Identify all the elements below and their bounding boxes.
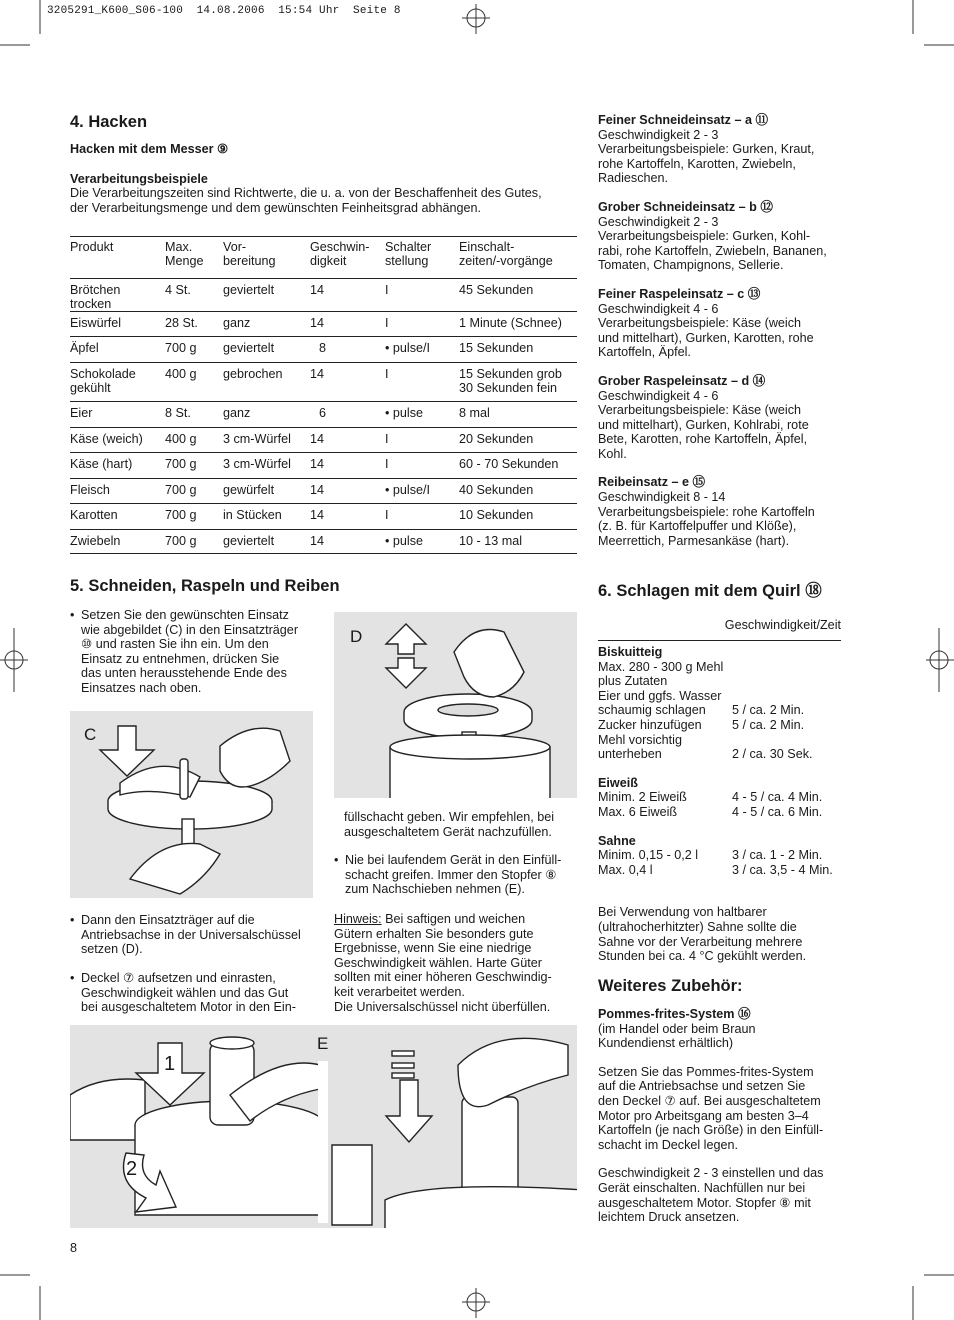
group-title: Biskuitteig bbox=[598, 645, 663, 659]
table-cell: gewürfelt bbox=[223, 482, 275, 497]
column-header: Vor- bereitung bbox=[223, 240, 276, 269]
table-cell: 700 g bbox=[165, 533, 197, 548]
bullet-lid bbox=[70, 971, 320, 1015]
table-cell: • pulse/I bbox=[385, 482, 431, 497]
table-cell: Äpfel bbox=[70, 341, 99, 356]
table-cell: Käse (weich) bbox=[70, 431, 143, 446]
table-cell: geviertelt bbox=[223, 533, 275, 548]
row-value: 4 - 5 / ca. 4 Min. bbox=[732, 790, 823, 805]
table-cell: 10 - 13 mal bbox=[459, 533, 522, 548]
row-label: Max. 280 - 300 g Mehl bbox=[598, 659, 724, 674]
table-row bbox=[70, 530, 577, 554]
print-header: 3205291_K600_S06-100 14.08.2006 15:54 Uhr Seite 8 bbox=[47, 5, 401, 17]
table-cell: • pulse bbox=[385, 533, 424, 548]
table-cell: 1 Minute (Schnee) bbox=[459, 315, 562, 330]
figure-label: E bbox=[317, 1034, 329, 1053]
bowl-illustration bbox=[334, 612, 577, 798]
row-value: 5 / ca. 2 Min. bbox=[732, 717, 805, 732]
table-cell: I bbox=[385, 508, 389, 523]
table-cell: 8 bbox=[319, 341, 327, 356]
bullet-carrier bbox=[70, 913, 320, 957]
column-header: Max. Menge bbox=[165, 240, 204, 269]
table-cell: 15 Sekunden bbox=[459, 341, 534, 356]
table-cell: • pulse/I bbox=[385, 341, 431, 356]
table-cell: 6 bbox=[319, 406, 327, 421]
table-cell: I bbox=[385, 457, 389, 472]
table-cell: Brötchen trocken bbox=[70, 282, 121, 311]
figure-label: D bbox=[350, 627, 363, 646]
bullet-text: Setzen Sie den gewünschten Einsatz wie abgebildet (C) in den Einsatzträger ⑩ und rasten Sie ihn ein. Um den Einsatz zu entnehmen, drücken Sie das unten herausstehende Ende des Einsatzes nach oben. bbox=[81, 608, 299, 695]
table-cell: 3 cm-Würfel bbox=[223, 431, 291, 446]
table-separator bbox=[70, 554, 577, 555]
accessory-availability: (im Handel oder beim Braun Kundendienst erhältlich) bbox=[598, 1021, 756, 1051]
whisk-table bbox=[598, 645, 848, 964]
table-cell: 14 bbox=[310, 533, 325, 548]
continued-text: füllschacht geben. Wir empfehlen, bei ausgeschaltetem Gerät nachzufüllen. bbox=[344, 810, 555, 839]
table-row bbox=[70, 402, 577, 427]
table-row bbox=[598, 674, 848, 689]
row-label: plus Zutaten bbox=[598, 674, 668, 689]
bullet-dot: • bbox=[70, 971, 75, 985]
insert-title: Feiner Raspeleinsatz – c ⑬ bbox=[598, 286, 761, 301]
table-cell: 8 St. bbox=[165, 406, 191, 421]
row-label: unterheben bbox=[598, 747, 662, 762]
table-row bbox=[70, 279, 577, 312]
table-cell: I bbox=[385, 282, 389, 297]
insert-text: Geschwindigkeit 4 - 6 Verarbeitungsbeispiele: Käse (weich und mittelhart), Gurken, Karotten, rohe Kartoffeln, Äpfel. bbox=[598, 301, 814, 360]
table-row bbox=[598, 689, 848, 704]
table-cell: 700 g bbox=[165, 341, 197, 356]
examples-intro: Die Verarbeitungszeiten sind Richtwerte, die u. a. von der Beschaffenheit des Gutes, der Verarbeitungsmenge und dem gewünschten Feinheitsgrad abhängen. bbox=[70, 186, 542, 215]
figure-c bbox=[70, 711, 313, 898]
table-cell: 700 g bbox=[165, 508, 197, 523]
table-cell: 3 cm-Würfel bbox=[223, 457, 291, 472]
row-label: schaumig schlagen bbox=[598, 703, 706, 718]
table-cell: 15 Sekunden grob 30 Sekunden fein bbox=[459, 366, 562, 396]
group-biskuit bbox=[598, 645, 848, 762]
table-cell: geviertelt bbox=[223, 282, 275, 297]
row-value: 5 / ca. 2 Min. bbox=[732, 703, 805, 718]
table-cell: 14 bbox=[310, 508, 325, 523]
table-cell: 400 g bbox=[165, 366, 197, 381]
accessory-paragraph-1: Setzen Sie das Pommes-frites-System auf die Antriebsachse und setzen Sie den Deckel ⑦ auf. Bei ausgeschaltetem Motor pro Arbeitsgang am besten 3–4 Kartoffeln (je nach Größe) in den Einfüll- schacht im Deckel legen. bbox=[598, 1064, 824, 1152]
group-eiweiss bbox=[598, 776, 848, 820]
bullet-text: Dann den Einsatzträger auf die Antriebsachse in der Universalschüssel setzen (D). bbox=[81, 913, 301, 957]
table-cell: 14 bbox=[310, 315, 325, 330]
table-row bbox=[70, 453, 577, 478]
table-cell: I bbox=[385, 366, 389, 381]
table-cell: Käse (hart) bbox=[70, 457, 133, 472]
table-row bbox=[598, 747, 848, 762]
table-header-row bbox=[70, 240, 577, 278]
row-label: Mehl vorsichtig bbox=[598, 732, 682, 747]
table-row bbox=[598, 660, 848, 675]
insert-a bbox=[598, 113, 848, 186]
table-cell: Karotten bbox=[70, 508, 118, 523]
table-cell: Schokolade gekühlt bbox=[70, 366, 136, 396]
table-cell: 4 St. bbox=[165, 282, 191, 297]
row-value: 3 / ca. 3,5 - 4 Min. bbox=[732, 862, 833, 877]
step-2-label: 2 bbox=[126, 1158, 138, 1180]
table-row bbox=[70, 504, 577, 529]
table-cell: 14 bbox=[310, 366, 325, 381]
group-title: Eiweiß bbox=[598, 775, 638, 790]
insert-b bbox=[598, 200, 848, 273]
page-number: 8 bbox=[70, 1241, 78, 1255]
table-cell: 20 Sekunden bbox=[459, 431, 534, 446]
table-cell: 14 bbox=[310, 431, 325, 446]
insert-text: Geschwindigkeit 4 - 6 Verarbeitungsbeispiele: Käse (weich und mittelhart), Gurken, Kohlrabi, rote Bete, Karotten, rohe Kartoffeln, Äpfel, Kohl. bbox=[598, 388, 809, 461]
table-cell: 40 Sekunden bbox=[459, 482, 534, 497]
speed-time-header: Geschwindigkeit/Zeit bbox=[724, 618, 841, 632]
insert-title: Feiner Schneideinsatz – a ⑪ bbox=[598, 113, 769, 127]
insert-d bbox=[598, 374, 848, 462]
table-row bbox=[598, 863, 848, 878]
table-cell: Eier bbox=[70, 406, 93, 421]
section-title-hacken: 4. Hacken bbox=[70, 113, 148, 131]
table-cell: 14 bbox=[310, 457, 325, 472]
group-sahne bbox=[598, 834, 848, 878]
table-cell: 14 bbox=[310, 482, 325, 497]
insert-title: Grober Raspeleinsatz – d ⑭ bbox=[598, 373, 766, 388]
bullet-insert bbox=[70, 608, 320, 696]
table-cell: Eiswürfel bbox=[70, 315, 122, 330]
lid-and-pusher-illustration bbox=[70, 1025, 577, 1228]
bullet-dot: • bbox=[70, 608, 75, 622]
group-title: Sahne bbox=[598, 833, 636, 848]
table-cell: 45 Sekunden bbox=[459, 282, 534, 297]
figure-label: C bbox=[84, 725, 97, 744]
table-cell: 28 St. bbox=[165, 315, 198, 330]
row-label: Zucker hinzufügen bbox=[598, 717, 702, 732]
figure-d bbox=[334, 612, 577, 798]
table-row bbox=[598, 703, 848, 718]
row-value: 2 / ca. 30 Sek. bbox=[732, 747, 813, 762]
table-row bbox=[598, 733, 848, 748]
table-cell: ganz bbox=[223, 315, 251, 330]
section-title-quirl: 6. Schlagen mit dem Quirl ⑱ bbox=[598, 582, 822, 600]
insert-carrier-illustration bbox=[70, 711, 313, 898]
zubehoer-block bbox=[598, 1007, 848, 1225]
insert-title: Grober Schneideinsatz – b ⑫ bbox=[598, 199, 773, 214]
table-row bbox=[598, 718, 848, 733]
insert-text: Geschwindigkeit 2 - 3 Verarbeitungsbeispiele: Gurken, Kohl- rabi, rohe Kartoffeln, Zwiebeln, Bananen, Tomaten, Champignons, Sellerie. bbox=[598, 214, 827, 273]
header-rule bbox=[598, 640, 841, 641]
bullet-text: Deckel ⑦ aufsetzen und einrasten, Geschwindigkeit wählen und das Gut bei ausgeschaltetem Motor in den Ein- bbox=[81, 971, 296, 1015]
insert-title: Reibeinsatz – e ⑮ bbox=[598, 475, 706, 490]
hint-text: Bei saftigen und weichen Gütern erhalten Sie besonders gute Ergebnisse, wenn Sie eine niedrige Geschwindigkeit wählen. Harte Güter sollten mit einer höheren Geschwindig- keit verarbeitet werden. Die Universalschüssel nicht überfüllen. bbox=[334, 912, 552, 1014]
section-title-zubehoer: Weiteres Zubehör: bbox=[598, 977, 743, 995]
table-row bbox=[598, 805, 848, 820]
table-cell: 700 g bbox=[165, 482, 197, 497]
table-cell: 60 - 70 Sekunden bbox=[459, 457, 559, 472]
hint-label: Hinweis: bbox=[334, 912, 382, 926]
bullet-dot: • bbox=[70, 913, 75, 927]
hacken-subtitle: Hacken mit dem Messer ⑨ bbox=[70, 142, 229, 156]
table-row bbox=[598, 790, 848, 805]
column-header: Schalter stellung bbox=[385, 240, 432, 269]
table-row bbox=[70, 312, 577, 337]
insert-e bbox=[598, 475, 848, 548]
table-row bbox=[70, 428, 577, 453]
insert-c bbox=[598, 287, 848, 360]
row-label: Minim. 0,15 - 0,2 l bbox=[598, 848, 699, 863]
table-row bbox=[70, 479, 577, 504]
table-cell: I bbox=[385, 431, 389, 446]
row-label: Eier und ggfs. Wasser bbox=[598, 688, 722, 703]
column-header: Produkt bbox=[70, 240, 114, 254]
cream-note: Bei Verwendung von haltbarer (ultrahocherhitzter) Sahne sollte die Sahne vor der Verarbeitung mehrere Stunden bei ca. 4 °C gekühlt werden. bbox=[598, 905, 807, 964]
table-cell: ganz bbox=[223, 406, 251, 421]
column-header: Geschwin- digkeit bbox=[310, 240, 370, 269]
table-cell: 14 bbox=[310, 282, 325, 297]
step-1-label: 1 bbox=[164, 1053, 176, 1075]
table-row bbox=[70, 337, 577, 362]
table-cell: 700 g bbox=[165, 457, 197, 472]
accessory-title: Pommes-frites-System ⑯ bbox=[598, 1007, 751, 1021]
insert-text: Geschwindigkeit 2 - 3 Verarbeitungsbeispiele: Gurken, Kraut, rohe Kartoffeln, Karotten, Zwiebeln, Radieschen. bbox=[598, 127, 815, 186]
row-value: 3 / ca. 1 - 2 Min. bbox=[732, 848, 823, 863]
column-header: Einschalt- zeiten/-vorgänge bbox=[459, 240, 553, 269]
figure-e bbox=[70, 1025, 577, 1228]
section-title-schneiden: 5. Schneiden, Raspeln und Reiben bbox=[70, 577, 340, 595]
inserts-list bbox=[598, 113, 848, 548]
table-cell: 400 g bbox=[165, 431, 197, 446]
table-cell: 10 Sekunden bbox=[459, 508, 534, 523]
insert-text: Geschwindigkeit 8 - 14 Verarbeitungsbeispiele: rohe Kartoffeln (z. B. für Kartoffelpuffer und Klöße), Meerrettich, Parmesankäse (hart). bbox=[598, 490, 815, 548]
row-label: Minim. 2 Eiweiß bbox=[598, 790, 687, 805]
table-cell: Zwiebeln bbox=[70, 533, 121, 548]
table-cell: I bbox=[385, 315, 389, 330]
bullet-dot: • bbox=[334, 853, 339, 867]
table-row bbox=[70, 363, 577, 402]
bullet-never-reach bbox=[334, 853, 584, 897]
table-cell: • pulse bbox=[385, 406, 424, 421]
table-cell: geviertelt bbox=[223, 341, 275, 356]
row-label: Max. 6 Eiweiß bbox=[598, 804, 678, 819]
accessory-paragraph-2: Geschwindigkeit 2 - 3 einstellen und das Gerät einschalten. Nachfüllen nur bei ausgeschaltetem Motor. Stopfer ⑧ mit leichtem Druck ansetzen. bbox=[598, 1166, 824, 1225]
table-row bbox=[598, 848, 848, 863]
processing-table bbox=[70, 236, 577, 554]
table-cell: Fleisch bbox=[70, 482, 110, 497]
row-label: Max. 0,4 l bbox=[598, 862, 653, 877]
table-cell: gebrochen bbox=[223, 366, 283, 381]
row-value: 4 - 5 / ca. 6 Min. bbox=[732, 804, 823, 819]
table-cell: 8 mal bbox=[459, 406, 490, 421]
examples-heading: Verarbeitungsbeispiele bbox=[70, 172, 208, 186]
hint-paragraph bbox=[334, 912, 584, 1014]
table-cell: in Stücken bbox=[223, 508, 282, 523]
bullet-text: Nie bei laufendem Gerät in den Einfüll- schacht greifen. Immer den Stopfer ⑧ zum Nachschieben nehmen (E). bbox=[345, 853, 562, 897]
